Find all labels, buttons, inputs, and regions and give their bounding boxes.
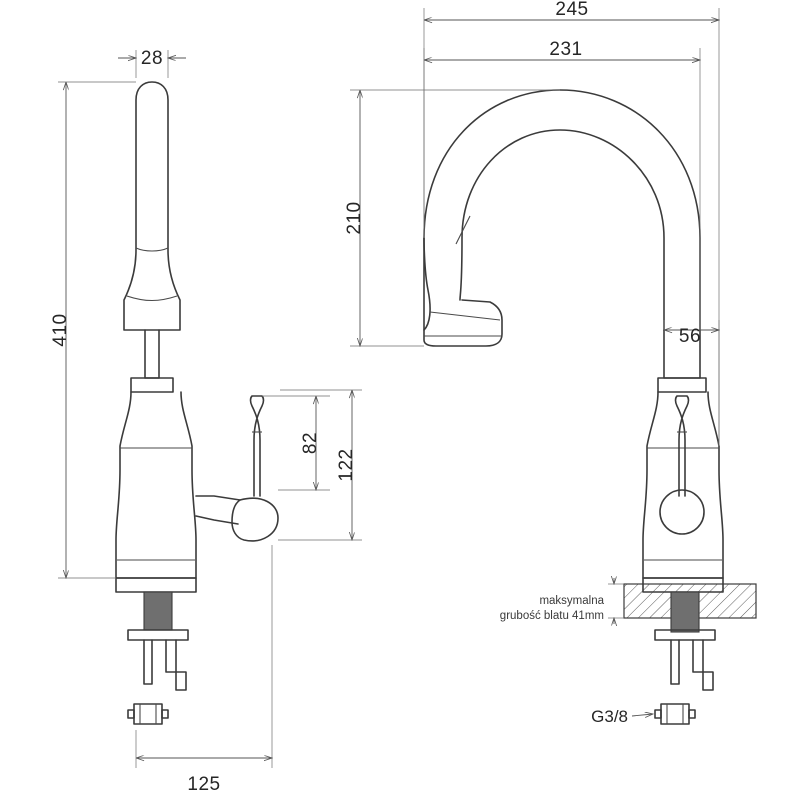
thread-spec-label <box>591 707 653 726</box>
dim-label-410: 410 <box>50 313 71 347</box>
left-view-faucet-outline <box>116 82 278 724</box>
right-view-faucet-outline <box>424 90 756 724</box>
dim-column-width <box>664 320 719 446</box>
note-line-2: grubość blatu 41mm <box>499 610 604 622</box>
dim-label-82: 82 <box>300 431 321 455</box>
dim-base-width <box>136 545 272 795</box>
dim-label-122: 122 <box>336 448 357 482</box>
dim-reach-inner <box>424 39 700 330</box>
dim-label-231: 231 <box>549 39 583 60</box>
label-g38: G3/8 <box>591 707 628 726</box>
dim-label-125: 125 <box>187 774 221 795</box>
dim-label-245: 245 <box>555 0 589 20</box>
dim-label-28: 28 <box>140 48 164 69</box>
dim-label-210: 210 <box>344 201 365 235</box>
dim-handle-height <box>262 396 330 490</box>
dim-spout-height <box>344 90 560 346</box>
dim-total-height <box>50 82 136 578</box>
worktop-thickness-note <box>500 578 624 624</box>
dim-label-56: 56 <box>678 326 702 347</box>
dim-spout-top-width <box>118 48 186 78</box>
dim-handle-block-height <box>278 390 362 540</box>
note-line-1: maksymalna <box>539 595 604 607</box>
dim-reach-outer <box>424 0 719 446</box>
